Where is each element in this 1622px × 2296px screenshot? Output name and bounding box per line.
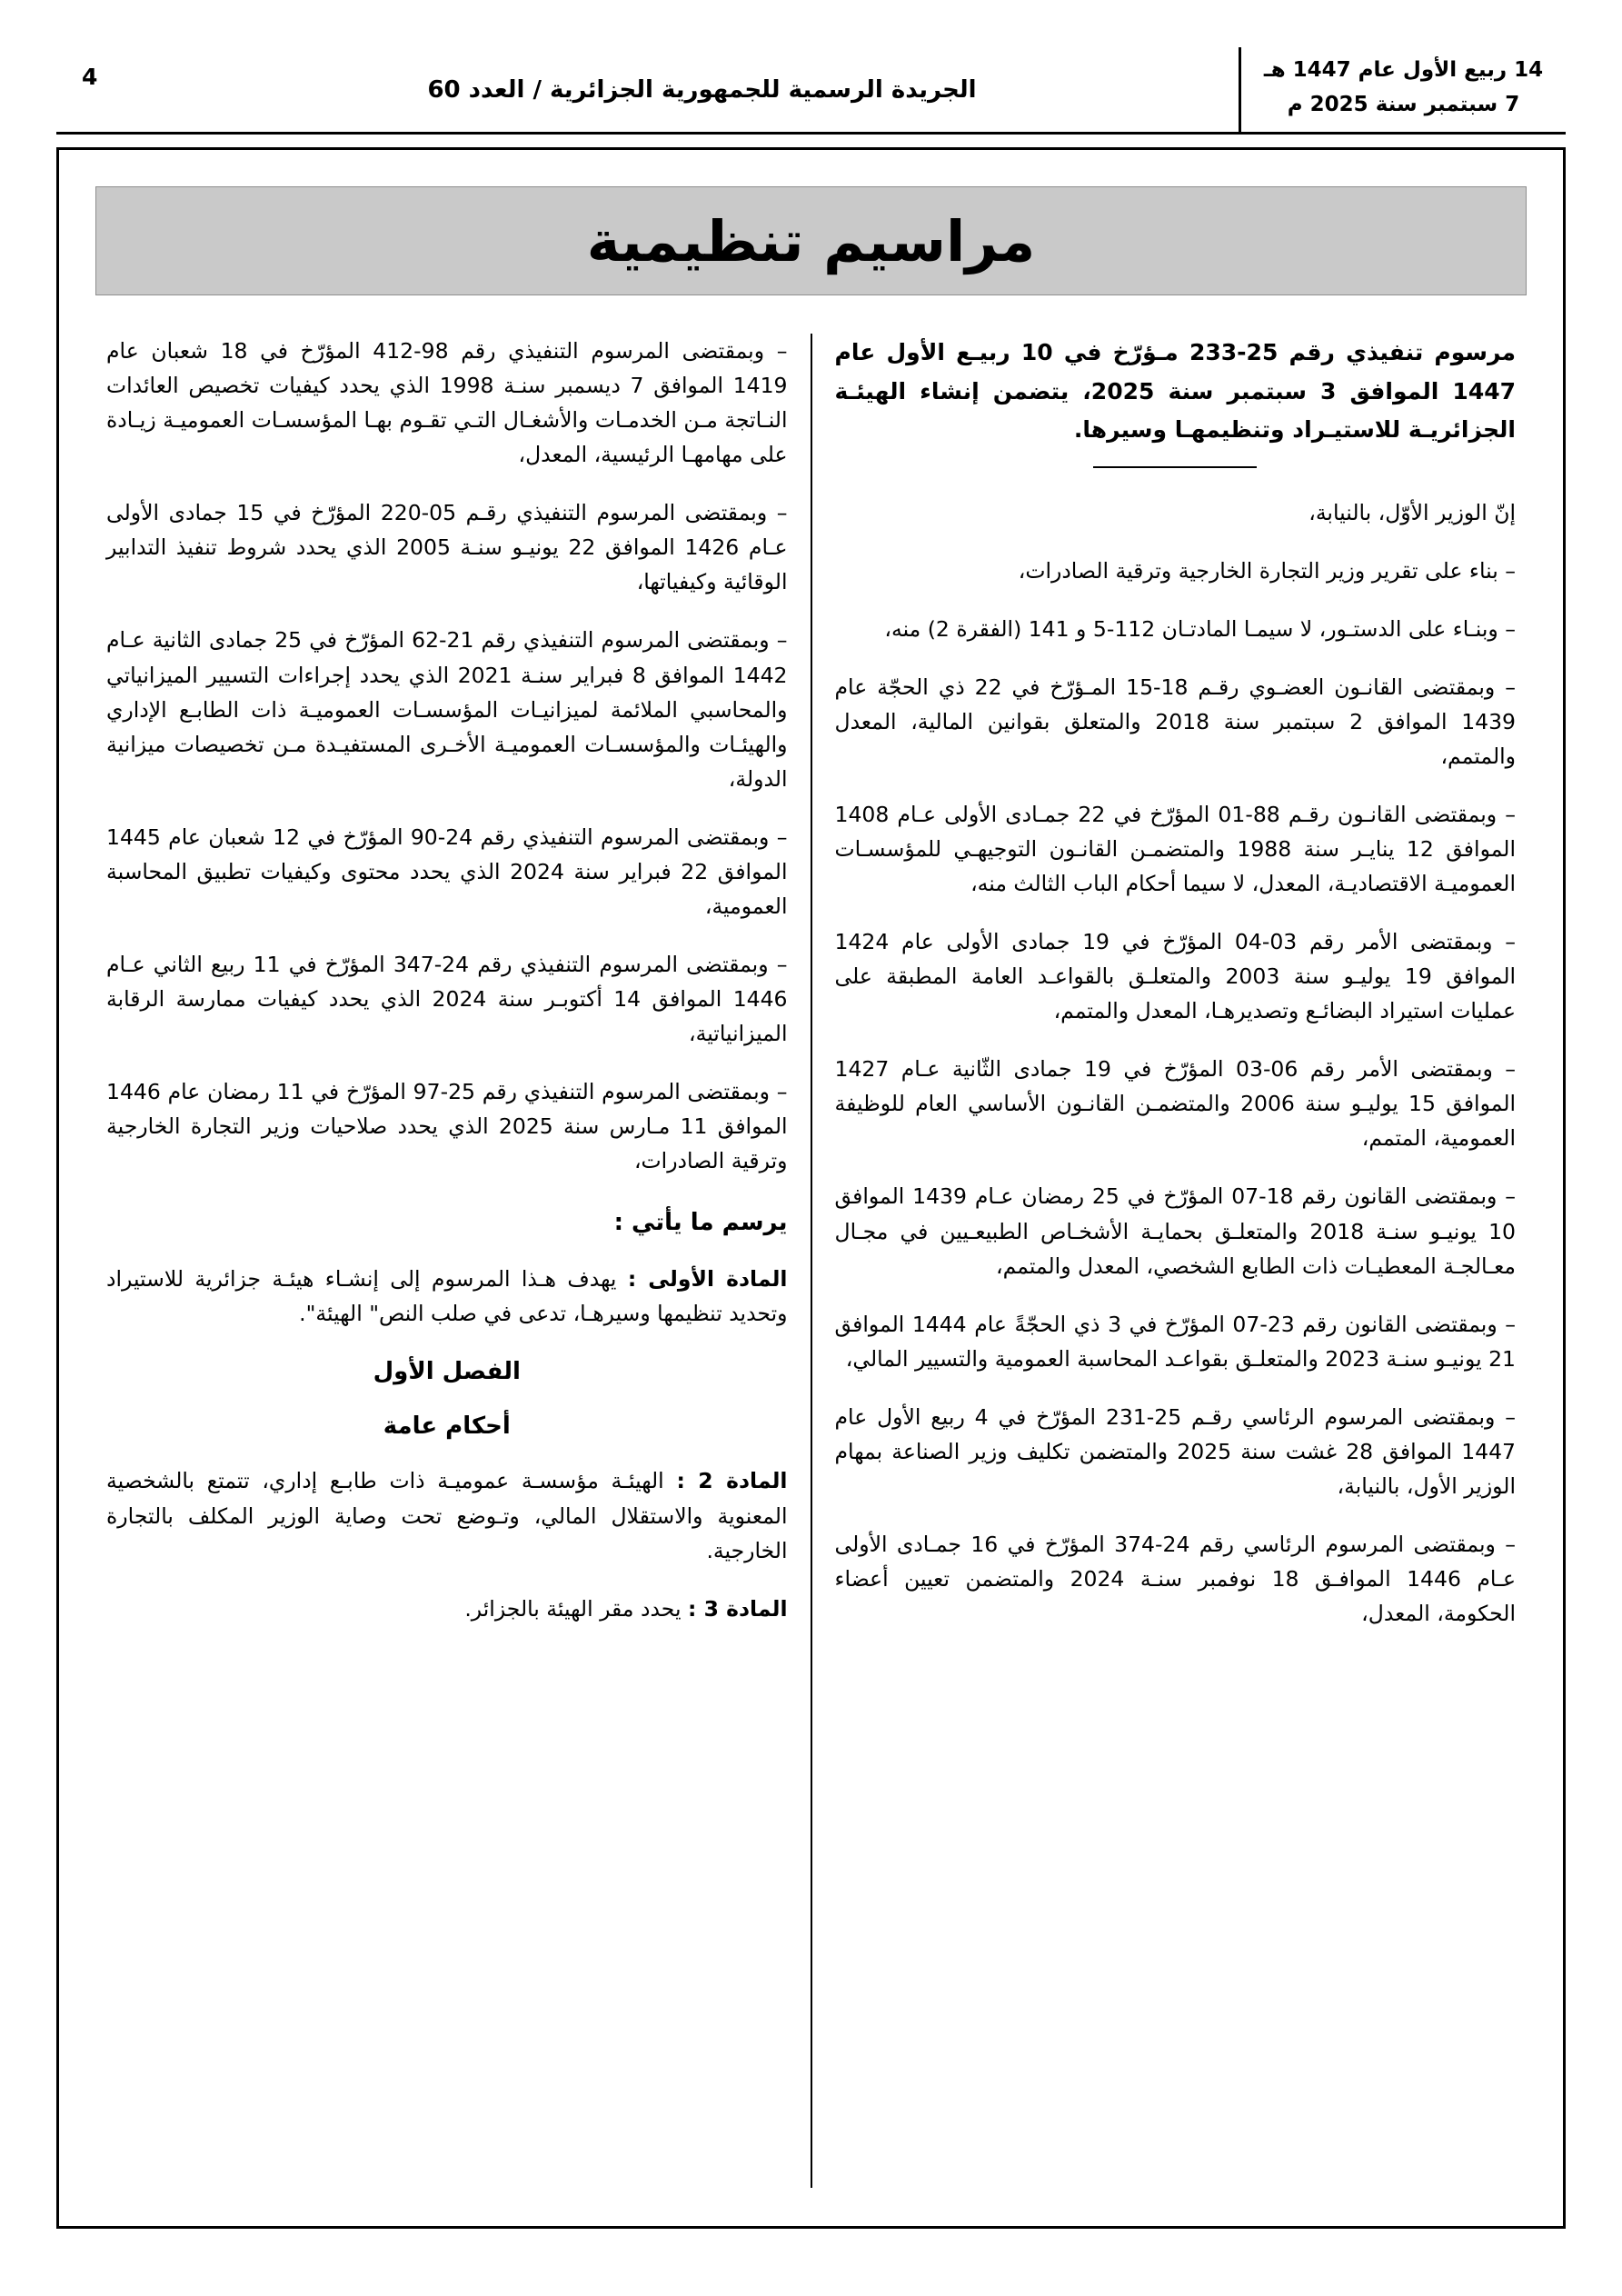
two-column-layout: [83, 334, 1539, 2188]
page-number: 4: [82, 64, 98, 90]
paragraph: – وبمقتضى الأمر رقم 06-03 المؤرّخ في 19 جمادى الثّانية عـام 1427 الموافق 15 يوليـو سنة 2006 والمتضمـن القانـون الأساسي العام للوظيفة العمومية، المتمم،: [834, 1056, 1517, 1152]
section-banner-title: مراسيم تنظيمية: [586, 207, 1036, 275]
article-1-text: يهدف هـذا المرسوم إلى إنشـاء هيئـة جزائرية للاستيراد وتحديد تنظيمها وسيرهـا، تدعى في صلب النص" الهيئة".: [106, 1266, 788, 1327]
chapter-title: الفصل الأول: [373, 1358, 521, 1386]
paragraph: – وبمقتضى القانون رقم 23-07 المؤرّخ في 3 ذي الحجّةً عام 1444 الموافق 21 يونيـو سنـة 2023 والمتعلـق بقواعـد المحاسبة العمومية والتسيير المالي،: [834, 1311, 1516, 1372]
paragraph: – وبمقتضى المرسوم الرئاسي رقـم 25-231 المؤرّخ في 4 ربيع الأول عام 1447 الموافق 28 غشت سنة 2025 والمتضمن تكليف وزير الصناعة بمهام الوزير الأول، بالنيابة،: [834, 1403, 1517, 1499]
left-column: [83, 334, 811, 2188]
paragraph: – وبمقتضى المرسوم التنفيذي رقم 24-90 المؤرّخ في 12 شعبان عام 1445 الموافق 22 فبراير سنة 2024 الذي يحدد محتوى وكيفيات تطبيق المحاسبة العمومية،: [106, 824, 788, 919]
paragraph: – وبمقتضى القانـون رقـم 88-01 المؤرّخ في 22 جمـادى الأولى عـام 1408 الموافق 12 ينايـر سنة 1988 والمتضمـن القانـون التوجيهـي للمؤسسـات العموميـة الاقتصاديـة، المعدل، لا سيما أحكام الباب الثالث منه،: [834, 801, 1516, 896]
paragraph: – وبمقتضى المرسوم التنفيذي رقم 98-412 المؤرّخ في 18 شعبان عام 1419 الموافق 7 ديسمبر سنـة 1998 الذي يحدد كيفيات تخصيص العائدات النـاتجة مـن الخدمـات والأشغـال التـي تقـوم بهـا المؤسسـات العموميـة زيـادة على مهامهـا الرئيسية، المعدل،: [106, 338, 788, 468]
paragraph: – وبمقتضى المرسوم الرئاسي رقم 24-374 المؤرّخ في 16 جمـادى الأولى عـام 1446 الموافـق 18 نوفمبر سنـة 2024 والمتضمن تعيين أعضاء الحكومة، المعدل،: [834, 1531, 1516, 1627]
paragraph: – وبمقتضى الأمر رقم 03-04 المؤرّخ في 19 جمادى الأولى عام 1424 الموافق 19 يوليـو سنة 2003 والمتعلـق بالقواعـد العامة المطبقة على عمليات استيراد البضائـع وتصديرهـا، المعدل والمتمم،: [834, 929, 1517, 1024]
paragraph: – وبمقتضى القانـون العضـوي رقـم 18-15 المـؤرّخ في 22 ذي الحجّة عام 1439 الموافق 2 سبتمبر سنة 2018 والمتعلق بقوانين المالية، المعدل والمتمم،: [834, 674, 1517, 769]
article-2-text: الهيئـة مؤسسـة عموميـة ذات طابـع إداري، تتمتع بالشخصية المعنوية والاستقلال المالي، وتـوضع تحت وصاية الوزير المكلف بالتجارة الخارجية.: [106, 1468, 788, 1563]
paragraph: – وبمقتضى المرسوم التنفيذي رقم 25-97 المؤرّخ في 11 رمضان عام 1446 الموافق 11 مـارس سنة 2025 الذي يحدد صلاحيات وزير التجارة الخارجية وترقية الصادرات،: [106, 1079, 788, 1174]
enactment-clause: يرسم ما يأتي :: [613, 1209, 788, 1237]
paragraph: – وبمقتضى المرسوم التنفيذي رقـم 05-220 المؤرّخ في 15 جمادى الأولى عـام 1426 الموافق 22 يونيـو سنـة 2005 الذي يحدد شروط تنفيذ التدابير الوقائية وكيفياتها،: [106, 500, 788, 595]
header-date-hijri: 14 ربيع الأول عام 1447 هـ: [1263, 57, 1544, 82]
paragraph: – بناء على تقرير وزير التجارة الخارجية وترقية الصادرات،: [1018, 557, 1516, 584]
article-3-text: يحدد مقر الهيئة بالجزائر.: [464, 1595, 688, 1622]
content-frame: [56, 147, 1566, 2229]
column-divider: [811, 334, 812, 2188]
journal-title: الجريدة الرسمية للجمهورية الجزائرية / العدد 60: [427, 75, 977, 104]
article-2: [106, 1463, 788, 1567]
decree-heading: مرسوم تنفيذي رقم 25-233 مـؤرّخ في 10 ربيـع الأول عام 1447 الموافق 3 سبتمبر سنة 2025، يتضمن إنشاء الهيئـة الجزائريـة للاستيـراد وتنظيمهـا وسيرها.: [834, 339, 1517, 443]
article-3-label: المادة 3 :: [687, 1595, 788, 1622]
paragraph: – وبمقتضى المرسوم التنفيذي رقم 21-62 المؤرّخ في 25 جمادى الثانية عـام 1442 الموافق 8 فبراير سنـة 2021 الذي يحدد إجراءات التسيير الميزانياتي والمحاسبي الملائمة لميزانيـات المؤسسـات العموميـة ذات الطابـع الإداري والهيئـات والمؤسسـات العموميـة الأخـرى المستفيـدة مـن تخصيصات ميزانية الدولة،: [106, 627, 788, 792]
article-2-label: المادة 2 :: [676, 1468, 788, 1494]
paragraph: – وبنـاء على الدستـور، لا سيمـا المادتـان 112-5 و 141 (الفقرة 2) منه،: [884, 615, 1516, 642]
paragraph: – وبمقتضى المرسوم التنفيذي رقم 24-347 المؤرّخ في 11 ربيع الثاني عـام 1446 الموافق 14 أكتوبـر سنة 2024 الذي يحدد كيفيات ممارسة الرقابة الميزانياتية،: [106, 951, 788, 1047]
article-1: [106, 1262, 788, 1331]
section-banner: [95, 186, 1527, 295]
chapter-subtitle: أحكام عامة: [383, 1413, 511, 1441]
right-column: [811, 334, 1540, 2188]
heading-rule: [1093, 466, 1257, 468]
paragraph: – وبمقتضى القانون رقم 18-07 المؤرّخ في 25 رمضان عـام 1439 الموافق 10 يونيـو سنـة 2018 والمتعلـق بحمايـة الأشخـاص الطبيعـيين في مجـال معـالجـة المعطيـات ذات الطابع الشخصي، المعدل والمتمم،: [834, 1183, 1517, 1279]
article-1-label: المادة الأولى :: [627, 1266, 788, 1293]
paragraph: إنّ الوزير الأوّل، بالنيابة،: [1309, 499, 1516, 525]
header-date-gregorian: 7 سبتمبر سنة 2025 م: [1287, 92, 1520, 116]
header-date-block: [1239, 47, 1566, 132]
article-3: [106, 1592, 788, 1626]
page-header: [56, 47, 1566, 135]
